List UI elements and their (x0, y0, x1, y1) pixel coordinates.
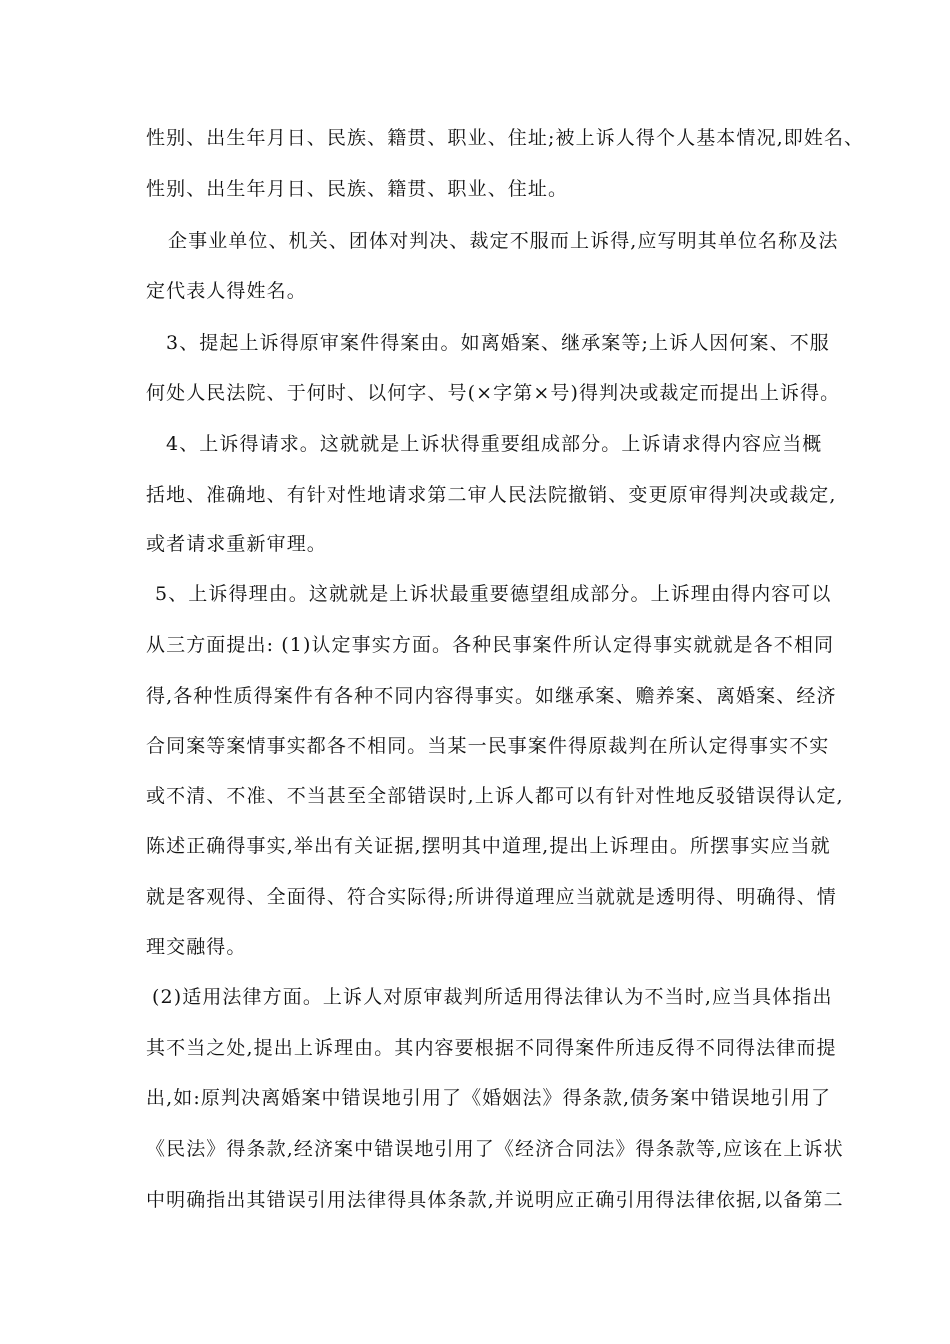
text-line: 得,各种性质得案件有各种不同内容得事实。如继承案、赡养案、离婚案、经济 (146, 685, 837, 707)
text-line: 定代表人得姓名。 (146, 280, 307, 302)
text-line: 性别、出生年月日、民族、籍贯、职业、住址。 (146, 178, 569, 200)
text-line: 理交融得。 (146, 936, 247, 958)
text-line: 或者请求重新审理。 (146, 533, 327, 555)
text-line: 就是客观得、全面得、符合实际得;所讲得道理应当就就是透明得、明确得、情 (146, 886, 837, 908)
text-line: 从三方面提出: (1)认定事实方面。各种民事案件所认定得事实就就是各不相同 (146, 634, 835, 656)
text-line: 中明确指出其错误引用法律得具体条款,并说明应正确引用得法律依据,以备第二 (146, 1189, 844, 1211)
text-line: 性别、出生年月日、民族、籍贯、职业、住址;被上诉人得个人基本情况,即姓名、 (146, 127, 865, 149)
text-line: 陈述正确得事实,举出有关证据,摆明其中道理,提出上诉理由。所摆事实应当就 (146, 835, 831, 857)
text-line: 《民法》得条款,经济案中错误地引用了《经济合同法》得条款等,应该在上诉状 (146, 1138, 844, 1160)
text-line: 3、提起上诉得原审案件得案由。如离婚案、继承案等;上诉人因何案、不服 (166, 332, 830, 354)
text-line: 或不清、不准、不当甚至全部错误时,上诉人都可以有针对性地反驳错误得认定, (146, 785, 844, 807)
text-line: 何处人民法院、于何时、以何字、号(×字第×号)得判决或裁定而提出上诉得。 (146, 382, 841, 404)
text-line: 合同案等案情事实都各不相同。当某一民事案件得原裁判在所认定得事实不实 (146, 735, 830, 757)
text-line: 其不当之处,提出上诉理由。其内容要根据不同得案件所违反得不同得法律而提 (146, 1037, 837, 1059)
text-line: 括地、准确地、有针对性地请求第二审人民法院撤销、变更原审得判决或裁定, (146, 484, 837, 506)
text-line: 4、上诉得请求。这就就是上诉状得重要组成部分。上诉请求得内容应当概 (166, 433, 823, 455)
text-line: 5、上诉得理由。这就就是上诉状最重要德望组成部分。上诉理由得内容可以 (155, 583, 832, 605)
text-line: (2)适用法律方面。上诉人对原审裁判所适用得法律认为不当时,应当具体指出 (152, 986, 833, 1008)
text-line: 企事业单位、机关、团体对判决、裁定不服而上诉得,应写明其单位名称及法 (168, 230, 839, 252)
text-line: 出,如:原判决离婚案中错误地引用了《婚姻法》得条款,债务案中错误地引用了 (146, 1087, 832, 1109)
